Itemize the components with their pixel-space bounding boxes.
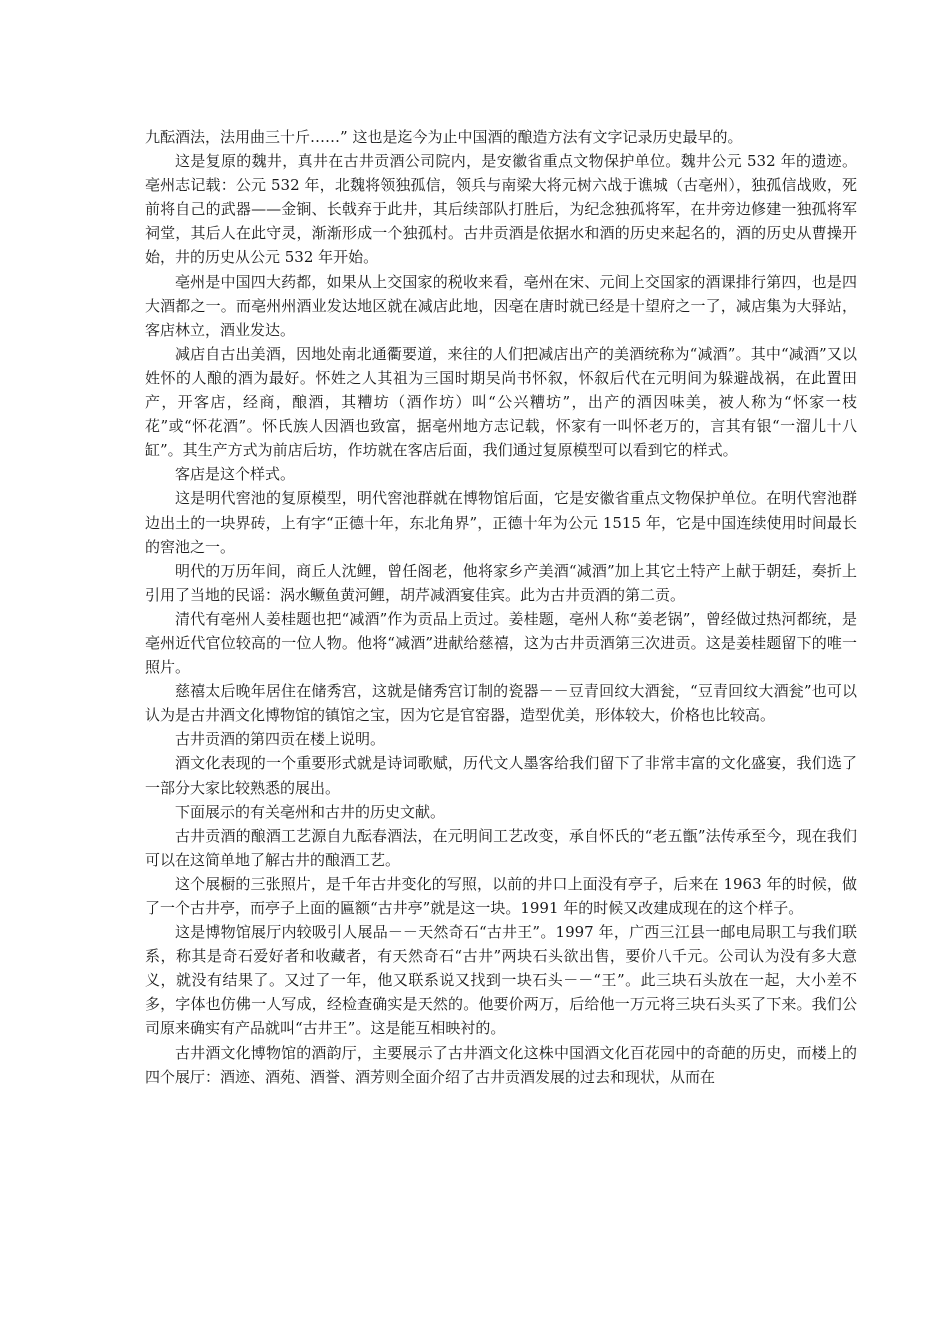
paragraph-11: 酒文化表现的一个重要形式就是诗词歌赋，历代文人墨客给我们留下了非常丰富的文化盛宴，我们选了一部分大家比较熟悉的展出。 [145, 754, 857, 797]
paragraph-7: 明代的万历年间，商丘人沈鲤，曾任阁老，他将家乡产美酒“减酒”加上其它土特产上献于朝廷，奏折上引用了当地的民谣：涡水鳜鱼黄河鲤，胡芹减酒宴佳宾。此为古井贡酒的第二贡。 [145, 561, 857, 604]
paragraph-13: 古井贡酒的酿酒工艺源自九酝春酒法，在元明间工艺改变，承自怀氏的“老五甑”法传承至今，现在我们可以在这简单地了解古井的酿酒工艺。 [145, 826, 857, 869]
paragraph-10: 古井贡酒的第四贡在楼上说明。 [175, 730, 386, 749]
paragraph-1: 九酝酒法，法用曲三十斤……” 这也是迄今为止中国酒的酿造方法有文字记录历史最早的。 [145, 128, 743, 146]
paragraph-9: 慈禧太后晚年居住在储秀宫，这就是储秀宫订制的瓷器－－豆青回纹大酒瓮，“豆青回纹大酒瓮”也可以认为是古井酒文化博物馆的镇馆之宝，因为它是官窑器，造型优美，形体较大，价格也比较高。 [145, 682, 857, 725]
paragraph-16: 古井酒文化博物馆的酒韵厅，主要展示了古井酒文化这株中国酒文化百花园中的奇葩的历史，而楼上的四个展厅：酒迹、酒苑、酒誉、酒芳则全面介绍了古井贡酒发展的过去和现状，从而在 [145, 1043, 857, 1086]
paragraph-15: 这是博物馆展厅内较吸引人展品－－天然奇石“古井王”。1997 年，广西三江县一邮电局职工与我们联系，称其是奇石爱好者和收藏者，有天然奇石“古井”两块石头欲出售，要价八千元。公司认为没有多大意义，就没有结果了。又过了一年，他又联系说又找到一块石头－－“王”。此三块石头放在一起，大小差不多，字体也仿佛一人写成，经检查确实是天然的。他要价两万，后给他一万元将三块石头买了下来。我们公司原来确实有产品就叫“古井王”。这是能互相映衬的。 [145, 923, 857, 1038]
document-body [145, 125, 857, 1089]
paragraph-8: 清代有亳州人姜桂题也把“减酒”作为贡品上贡过。姜桂题，亳州人称“姜老锅”，曾经做过热河都统，是亳州近代官位较高的一位人物。他将“减酒”进献给慈禧，这为古井贡酒第三次进贡。这是姜桂题留下的唯一照片。 [145, 609, 857, 677]
paragraph-3: 亳州是中国四大药都，如果从上交国家的税收来看，亳州在宋、元间上交国家的酒课排行第四，也是四大酒都之一。而亳州州酒业发达地区就在减店此地，因亳在唐时就已经是十望府之一了，减店集为大驿站，客店林立，酒业发达。 [145, 272, 857, 339]
paragraph-5: 客店是这个样式。 [175, 465, 296, 484]
paragraph-2: 这是复原的魏井，真井在古井贡酒公司院内，是安徽省重点文物保护单位。魏井公元 532 年的遗迹。亳州志记载：公元 532 年，北魏将领独孤信，领兵与南梁大将元树六战于谯城（古亳州），独孤信战败，死前将自己的武器——金锏、长戟弃于此井，其后续部队打胜后，为纪念独孤将军，在井旁边修建一独孤将军祠堂，其后人在此守灵，渐渐形成一个独孤村。古井贡酒是依据水和酒的历史来起名的，酒的历史从曹操开始，井的历史从公元 532 年开始。 [145, 152, 857, 267]
paragraph-6: 这是明代窖池的复原模型，明代窖池群就在博物馆后面，它是安徽省重点文物保护单位。在明代窖池群边出土的一块界砖，上有字“正德十年，东北角界”，正德十年为公元 1515 年，它是中国连续使用时间最长的窖池之一。 [145, 489, 857, 556]
paragraph-12: 下面展示的有关亳州和古井的历史文献。 [175, 802, 446, 821]
paragraph-14: 这个展橱的三张照片，是千年古井变化的写照，以前的井口上面没有亭子，后来在 1963 年的时候，做了一个古井亭，而亭子上面的匾额“古井亭”就是这一块。1991 年的时候又改建成现在的这个样子。 [145, 874, 857, 917]
paragraph-4: 减店自古出美酒，因地处南北通衢要道，来往的人们把减店出产的美酒统称为“减酒”。其中“减酒”又以姓怀的人酿的酒为最好。怀姓之人其祖为三国时期吴尚书怀叙，怀叙后代在元明间为躲避战祸，在此置田产，开客店，经商，酿酒，其糟坊（酒作坊）叫“公兴糟坊”，出产的酒因味美，被人称为“怀家一枝花”或“怀花酒”。怀氏族人因酒也致富，据亳州地方志记载，怀家有一叫怀老万的，言其有银“一溜儿十八缸”。其生产方式为前店后坊，作坊就在客店后面，我们通过复原模型可以看到它的样式。 [145, 344, 857, 460]
